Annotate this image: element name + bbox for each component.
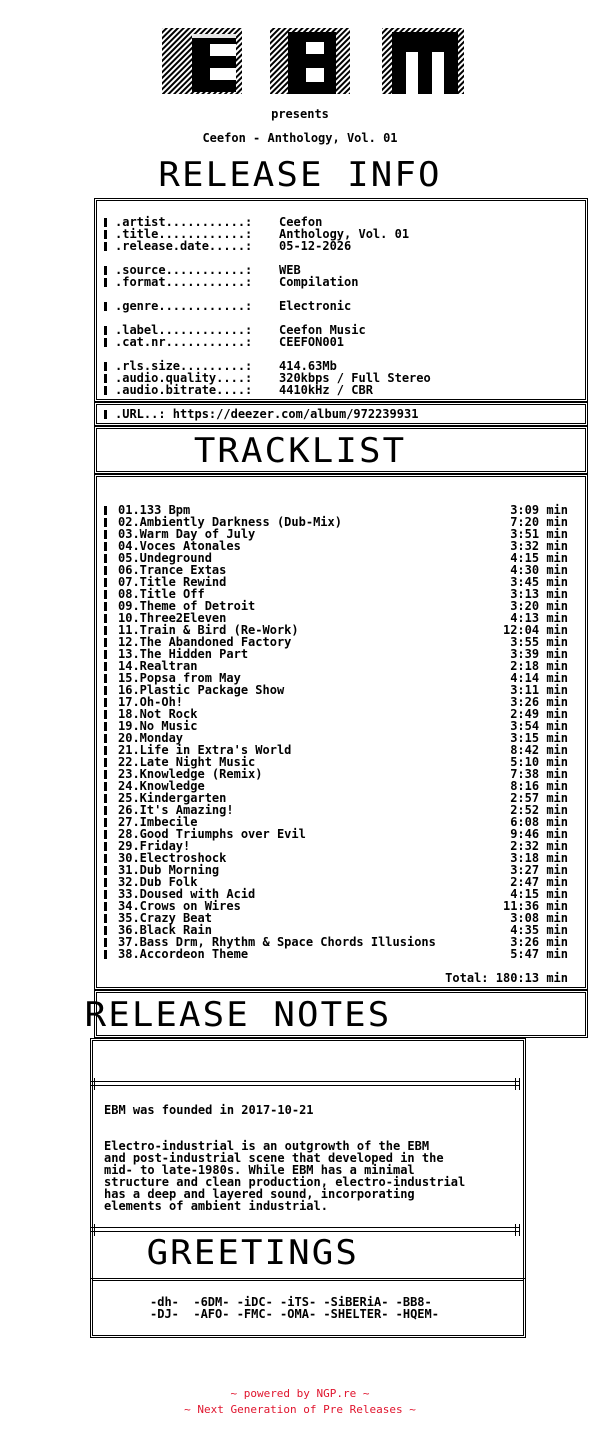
info-value: 320kbps / Full Stereo — [279, 371, 431, 385]
info-value: Ceefon — [279, 215, 323, 229]
track-name: 20.Monday — [118, 731, 184, 745]
track-duration: 12:04 min — [502, 623, 568, 637]
track-duration: 4:14 min — [510, 671, 568, 685]
bullet-icon — [104, 770, 107, 779]
track-name: 11.Train & Bird (Re-Work) — [118, 623, 299, 637]
track-name: 35.Crazy Beat — [118, 911, 212, 925]
bullet-icon — [104, 410, 107, 419]
bullet-icon — [104, 554, 107, 563]
track-duration: 3:20 min — [510, 599, 568, 613]
info-key: .label............: — [115, 323, 253, 337]
bullet-icon — [104, 782, 107, 791]
notes-line: structure and clean production, electro-industrial — [104, 1175, 466, 1189]
bullet-icon — [104, 890, 107, 899]
track-name: 09.Theme of Detroit — [118, 599, 256, 613]
track-duration: 2:47 min — [510, 875, 568, 889]
info-key: .title............: — [115, 227, 253, 241]
info-value: WEB — [279, 263, 301, 277]
track-duration: 5:47 min — [510, 947, 568, 961]
bullet-icon — [104, 686, 107, 695]
bullet-icon — [104, 302, 107, 311]
track-duration: 8:42 min — [510, 743, 568, 757]
track-name: 10.Three2Eleven — [118, 611, 227, 625]
track-name: 26.It's Amazing! — [118, 803, 234, 817]
track-duration: 3:39 min — [510, 647, 568, 661]
track-duration: 9:46 min — [510, 827, 568, 841]
info-row — [104, 299, 352, 313]
bullet-icon — [104, 866, 107, 875]
bullet-icon — [104, 326, 107, 335]
track-name: 30.Electroshock — [118, 851, 227, 865]
track-duration: 2:57 min — [510, 791, 568, 805]
bullet-icon — [104, 794, 107, 803]
track-duration: 8:16 min — [510, 779, 568, 793]
bullet-icon — [104, 602, 107, 611]
info-key: .audio.quality....: — [115, 371, 253, 385]
track-name: 22.Late Night Music — [118, 755, 256, 769]
track-name: 29.Friday! — [118, 839, 191, 853]
track-name: 14.Realtran — [118, 659, 198, 673]
bullet-icon — [104, 926, 107, 935]
info-value: Electronic — [279, 299, 352, 313]
track-duration: 3:27 min — [510, 863, 568, 877]
track-name: 15.Popsa from May — [118, 671, 241, 685]
bullet-icon — [104, 758, 107, 767]
bullet-icon — [104, 506, 107, 515]
track-duration: 3:26 min — [510, 695, 568, 709]
bullet-icon — [104, 818, 107, 827]
bullet-icon — [104, 242, 107, 251]
bullet-icon — [104, 626, 107, 635]
bullet-icon — [104, 662, 107, 671]
info-key: .release.date.....: — [115, 239, 253, 253]
info-key: .source...........: — [115, 263, 253, 277]
track-duration: 3:54 min — [510, 719, 568, 733]
info-row — [104, 335, 345, 349]
bullet-icon — [104, 218, 107, 227]
track-duration: 11:36 min — [502, 899, 568, 913]
presents-text: presents — [271, 107, 329, 121]
info-value: Ceefon Music — [279, 323, 366, 337]
footer-tagline: ~ Next Generation of Pre Releases ~ — [184, 1403, 416, 1416]
track-duration: 2:32 min — [510, 839, 568, 853]
tracklist-heading: TRACKLIST — [193, 431, 407, 471]
bullet-icon — [104, 698, 107, 707]
info-value: Compilation — [279, 275, 359, 289]
bullet-icon — [104, 830, 107, 839]
bullet-icon — [104, 530, 107, 539]
bullet-icon — [104, 674, 107, 683]
bullet-icon — [104, 650, 107, 659]
track-name: 31.Dub Morning — [118, 863, 220, 877]
track-name: 07.Title Rewind — [118, 575, 227, 589]
bullet-icon — [104, 902, 107, 911]
track-name: 24.Knowledge — [118, 779, 205, 793]
track-name: 16.Plastic Package Show — [118, 683, 285, 697]
bullet-icon — [104, 362, 107, 371]
bullet-icon — [104, 566, 107, 575]
bullet-icon — [104, 938, 107, 947]
track-duration: 3:15 min — [510, 731, 568, 745]
track-duration: 3:08 min — [510, 911, 568, 925]
greetings-line: -dh- -6DM- -iDC- -iTS- -SiBERiA- -BB8- — [150, 1295, 432, 1309]
track-name: 06.Trance Extas — [118, 563, 227, 577]
notes-top-rail — [90, 1080, 520, 1088]
info-key: .cat.nr...........: — [115, 335, 253, 349]
notes-line: elements of ambient industrial. — [104, 1199, 328, 1213]
info-row — [104, 383, 373, 397]
track-name: 08.Title Off — [118, 587, 205, 601]
info-value: Anthology, Vol. 01 — [279, 227, 410, 241]
bullet-icon — [104, 878, 107, 887]
info-key: .format...........: — [115, 275, 253, 289]
track-name: 21.Life in Extra's World — [118, 743, 292, 757]
bullet-icon — [104, 518, 107, 527]
bullet-icon — [104, 722, 107, 731]
bullet-icon — [104, 710, 107, 719]
track-name: 28.Good Triumphs over Evil — [118, 827, 306, 841]
notes-line: mid- to late-1980s. While EBM has a minimal — [104, 1163, 415, 1177]
notes-line: Electro-industrial is an outgrowth of the EBM — [104, 1139, 430, 1153]
bullet-icon — [104, 638, 107, 647]
info-row — [104, 239, 352, 253]
bullet-icon — [104, 590, 107, 599]
release-info-heading: RELEASE INFO — [158, 155, 442, 195]
track-name: 05.Undeground — [118, 551, 212, 565]
track-duration: 2:18 min — [510, 659, 568, 673]
track-duration: 4:30 min — [510, 563, 568, 577]
info-row — [104, 275, 359, 289]
track-name: 34.Crows on Wires — [118, 899, 241, 913]
track-duration: 3:13 min — [510, 587, 568, 601]
track-duration: 3:18 min — [510, 851, 568, 865]
bullet-icon — [104, 386, 107, 395]
release-title-line: Ceefon - Anthology, Vol. 01 — [202, 131, 398, 145]
track-name: 33.Doused with Acid — [118, 887, 256, 901]
bullet-icon — [104, 374, 107, 383]
info-key: .rls.size.........: — [115, 359, 253, 373]
bullet-icon — [104, 806, 107, 815]
bullet-icon — [104, 734, 107, 743]
bullet-icon — [104, 842, 107, 851]
bullet-icon — [104, 950, 107, 959]
track-name: 36.Black Rain — [118, 923, 212, 937]
info-key: .genre............: — [115, 299, 253, 313]
track-duration: 3:09 min — [510, 503, 568, 517]
greetings-heading: GREETINGS — [146, 1233, 359, 1273]
track-row — [104, 948, 568, 960]
track-duration: 3:32 min — [510, 539, 568, 553]
track-name: 32.Dub Folk — [118, 875, 198, 889]
track-duration: 5:10 min — [510, 755, 568, 769]
track-duration: 4:35 min — [510, 923, 568, 937]
track-name: 12.The Abandoned Factory — [118, 635, 292, 649]
bullet-icon — [104, 578, 107, 587]
track-name: 02.Ambiently Darkness (Dub-Mix) — [118, 515, 342, 529]
track-duration: 3:55 min — [510, 635, 568, 649]
track-name: 03.Warm Day of July — [118, 527, 256, 541]
bullet-icon — [104, 338, 107, 347]
track-duration: 4:15 min — [510, 551, 568, 565]
bullet-icon — [104, 614, 107, 623]
bullet-icon — [104, 542, 107, 551]
url-text[interactable]: .URL..: https://deezer.com/album/972239931 — [115, 407, 419, 421]
bullet-icon — [104, 914, 107, 923]
track-name: 17.Oh-Oh! — [118, 695, 184, 709]
track-name: 27.Imbecile — [118, 815, 198, 829]
bullet-icon — [104, 266, 107, 275]
track-duration: 4:15 min — [510, 887, 568, 901]
url-row[interactable] — [104, 408, 418, 420]
total-duration: Total: 180:13 min — [445, 971, 568, 985]
track-name: 37.Bass Drm, Rhythm & Space Chords Illusions — [118, 935, 436, 949]
notes-line: has a deep and layered sound, incorporating — [104, 1187, 415, 1201]
release-notes-heading: RELEASE NOTES — [84, 995, 392, 1035]
notes-line: and post-industrial scene that developed in the — [104, 1151, 444, 1165]
info-value: 414.63Mb — [279, 359, 337, 373]
track-duration: 3:51 min — [510, 527, 568, 541]
track-duration: 7:20 min — [510, 515, 568, 529]
footer-powered-by[interactable]: ~ powered by NGP.re ~ — [230, 1387, 370, 1400]
track-duration: 6:08 min — [510, 815, 568, 829]
track-name: 13.The Hidden Part — [118, 647, 249, 661]
bullet-icon — [104, 230, 107, 239]
greetings-line: -DJ- -AFO- -FMC- -OMA- -SHELTER- -HQEM- — [150, 1307, 439, 1321]
track-duration: 3:11 min — [510, 683, 568, 697]
info-key: .artist...........: — [115, 215, 253, 229]
track-duration: 2:49 min — [510, 707, 568, 721]
ebm-logo — [160, 22, 466, 100]
track-duration: 4:13 min — [510, 611, 568, 625]
bullet-icon — [104, 854, 107, 863]
track-duration: 3:26 min — [510, 935, 568, 949]
track-name: 38.Accordeon Theme — [118, 947, 249, 961]
track-name: 18.Not Rock — [118, 707, 198, 721]
track-duration: 3:45 min — [510, 575, 568, 589]
info-value: 4410kHz / CBR — [279, 383, 373, 397]
track-duration: 2:52 min — [510, 803, 568, 817]
track-name: 04.Voces Atonales — [118, 539, 241, 553]
info-value: 05-12-2026 — [279, 239, 352, 253]
track-name: 23.Knowledge (Remix) — [118, 767, 263, 781]
info-key: .audio.bitrate....: — [115, 383, 253, 397]
track-name: 19.No Music — [118, 719, 198, 733]
track-name: 01.133 Bpm — [118, 503, 191, 517]
bullet-icon — [104, 278, 107, 287]
bullet-icon — [104, 746, 107, 755]
track-name: 25.Kindergarten — [118, 791, 227, 805]
founded-text: EBM was founded in 2017-10-21 — [104, 1103, 314, 1117]
info-value: CEEFON001 — [279, 335, 345, 349]
track-duration: 7:38 min — [510, 767, 568, 781]
